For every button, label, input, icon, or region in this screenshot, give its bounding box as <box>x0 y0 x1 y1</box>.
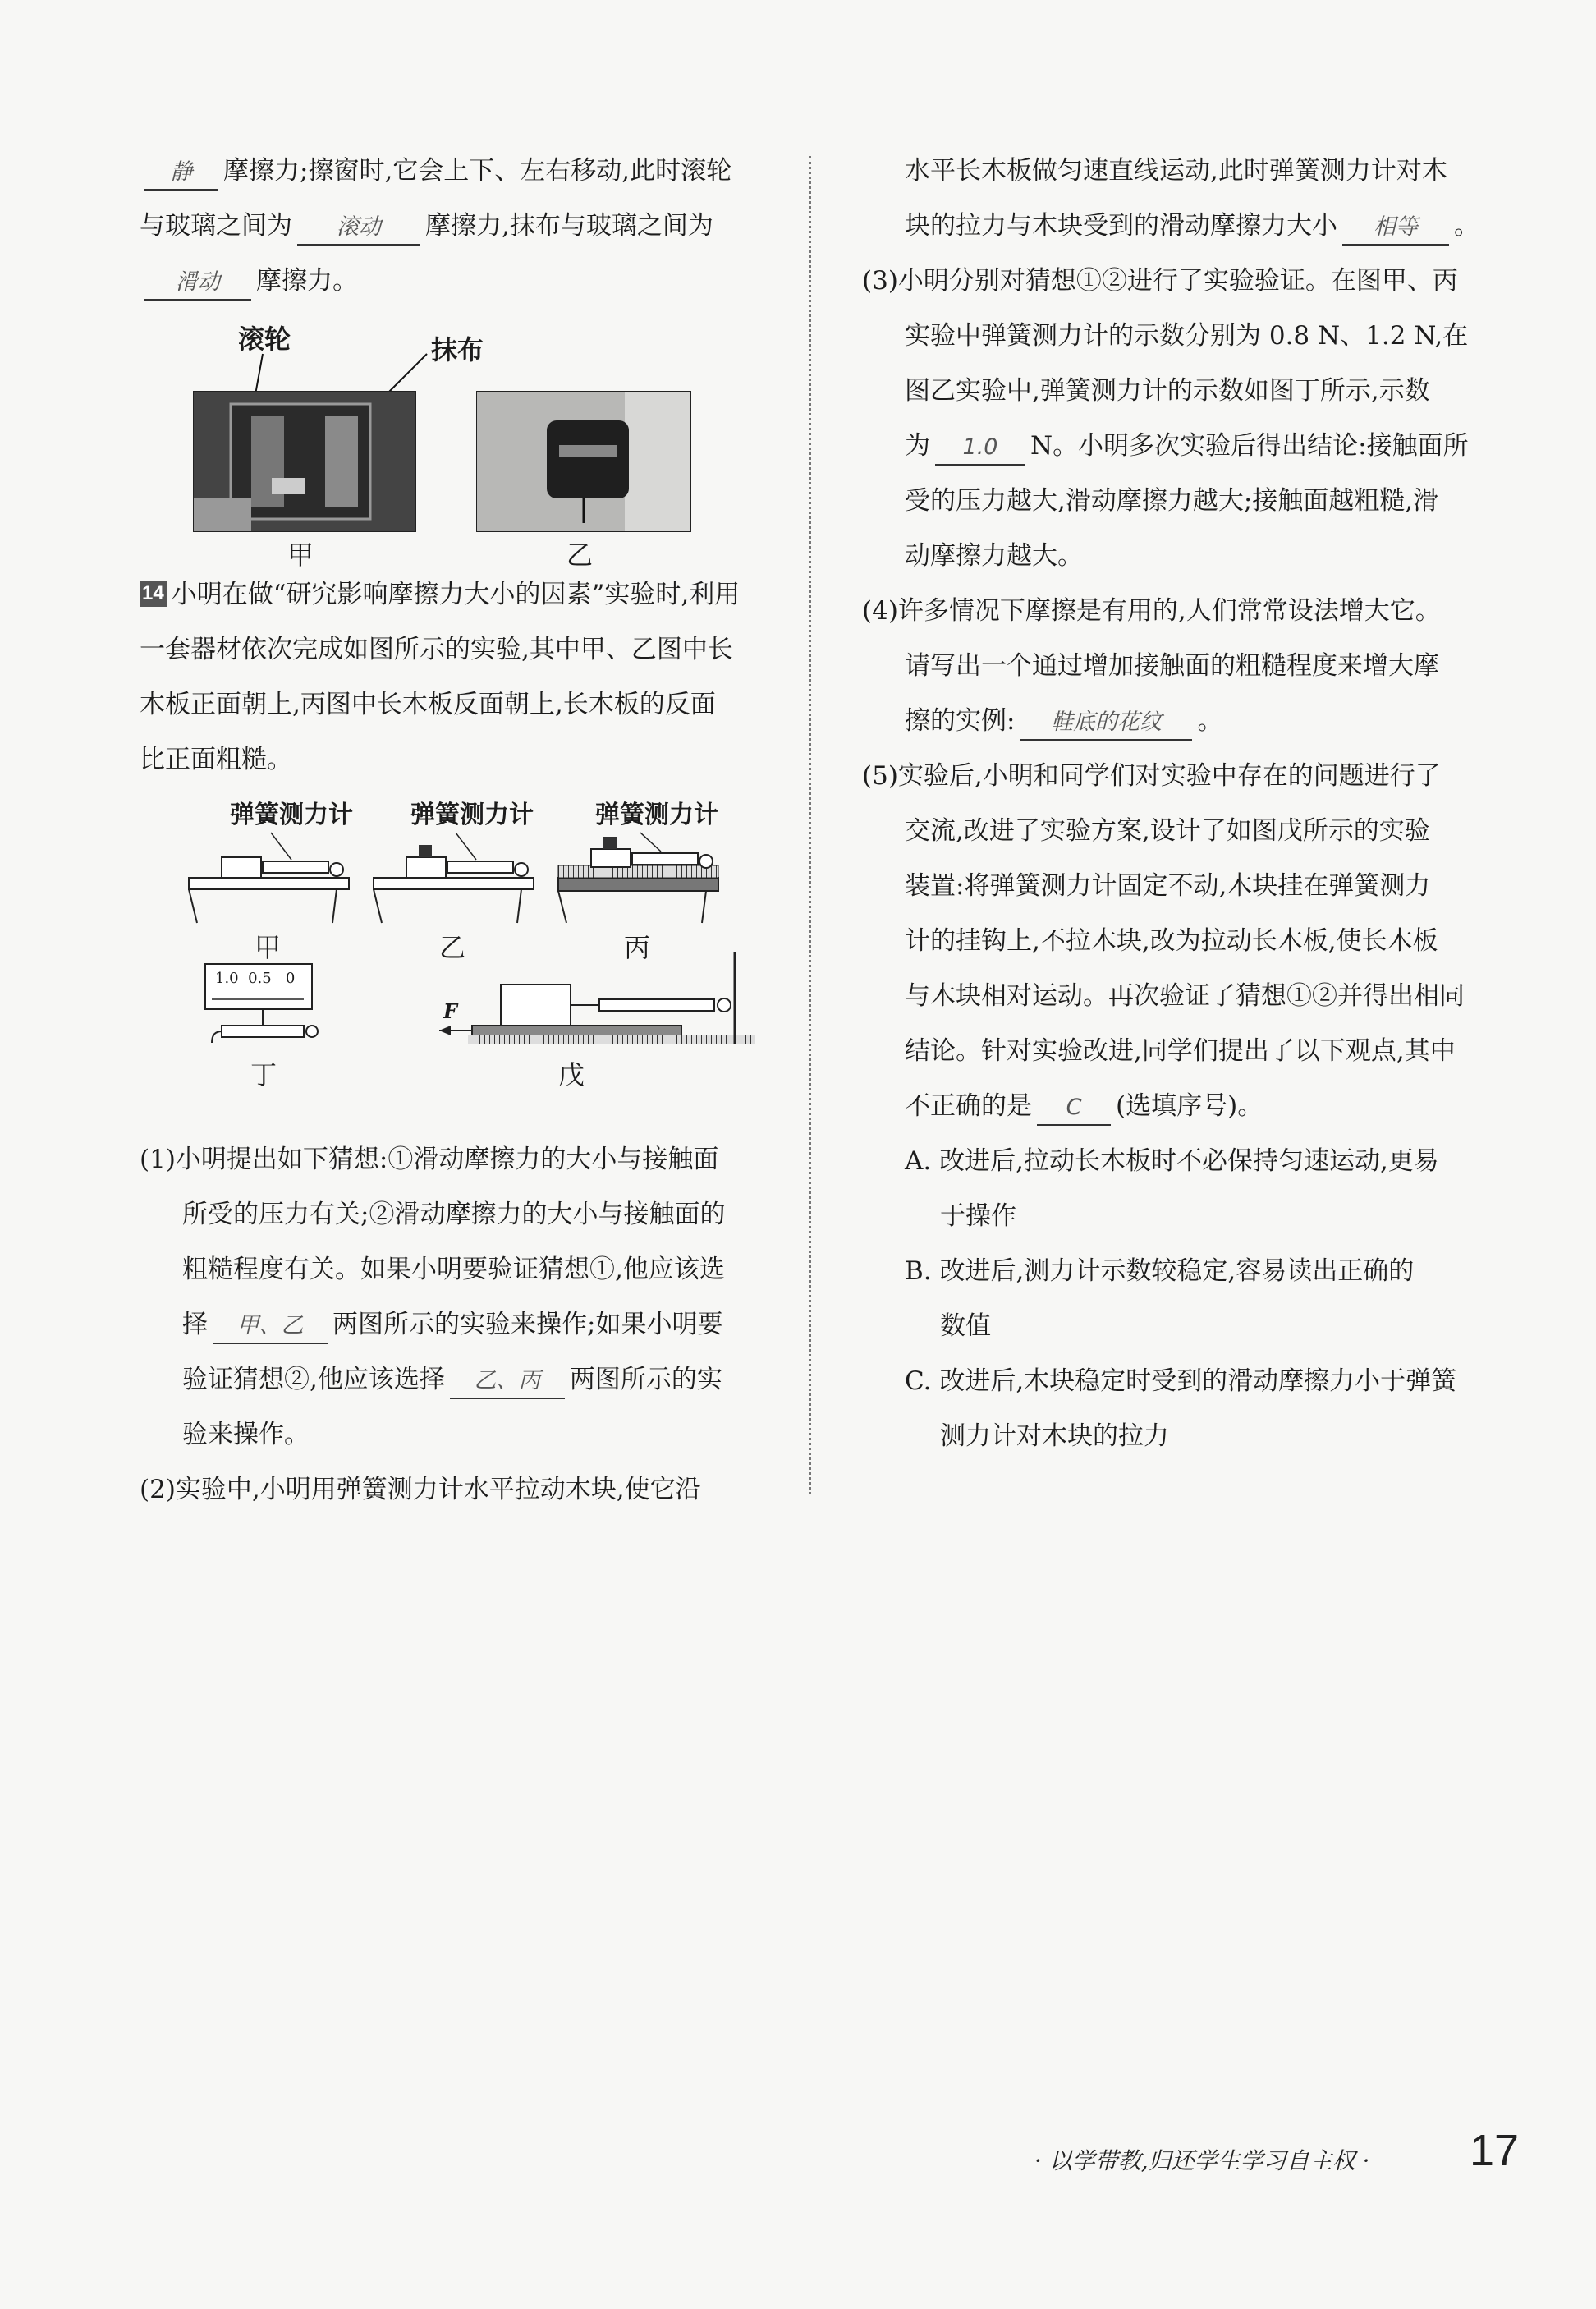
setup-yi <box>374 833 534 923</box>
text: 。 <box>1454 211 1479 241</box>
label-roller: 滚轮 <box>238 324 291 355</box>
text: 块的拉力与木块受到的滑动摩擦力大小 <box>905 211 1337 241</box>
label-cloth: 抹布 <box>431 334 484 365</box>
part5-line-3: 装置:将弹簧测力计固定不动,木块挂在弹簧测力 <box>905 871 1431 901</box>
column-divider <box>809 156 811 1494</box>
q14-line-1 <box>140 567 788 622</box>
label-spring-2: 弹簧测力计 <box>410 801 534 829</box>
text: (选填序号)。 <box>1116 1091 1264 1121</box>
photo-jia-image <box>194 392 415 531</box>
text: 擦的实例: <box>905 706 1016 736</box>
q14-line-2: 一套器材依次完成如图所示的实验,其中甲、乙图中长 <box>140 635 733 664</box>
part2-line-2: 水平长木板做匀速直线运动,此时弹簧测力计对木 <box>905 156 1447 186</box>
text: 验证猜想②,他应该选择 <box>182 1365 445 1394</box>
answer-equal: 相等 <box>1342 211 1449 246</box>
part3-line-6: 动摩擦力越大。 <box>905 541 1083 571</box>
text: 。 <box>1197 706 1223 736</box>
part4-line-3 <box>862 694 1515 749</box>
answer-yi-bing: 乙、丙 <box>450 1365 565 1399</box>
answer-sliding: 滑动 <box>144 266 251 301</box>
label-photo-jia: 甲 <box>287 539 314 571</box>
text: 与玻璃之间为 <box>140 211 292 241</box>
answer-choice: C <box>1037 1091 1111 1126</box>
label-spring-3: 弹簧测力计 <box>595 801 718 829</box>
part5-line-2: 交流,改进了实验方案,设计了如图戊所示的实验 <box>905 816 1430 846</box>
option-a-line-2: 于操作 <box>940 1201 1016 1231</box>
label-exp-ding: 丁 <box>250 1059 277 1090</box>
option-b-line-1: B. 改进后,测力计示数较稳定,容易读出正确的 <box>905 1256 1415 1286</box>
part1-line-2: 所受的压力有关;②滑动摩擦力的大小与接触面的 <box>182 1200 726 1229</box>
part1-line-6: 验来操作。 <box>182 1420 310 1449</box>
part3-line-2: 实验中弹簧测力计的示数分别为 0.8 N、1.2 N,在 <box>905 321 1469 351</box>
window-cleaner-photos <box>140 309 788 571</box>
intro-line-2 <box>140 199 788 254</box>
page-number: 17 <box>1470 2126 1520 2175</box>
q14-line-4: 比正面粗糙。 <box>140 745 292 774</box>
part1-line-5 <box>140 1352 788 1407</box>
part1-line-3: 粗糙程度有关。如果小明要验证猜想①,他应该选 <box>182 1255 725 1284</box>
setup-bing <box>558 833 718 923</box>
part5-line-1: (5)实验后,小明和同学们对实验中存在的问题进行了 <box>862 761 1441 791</box>
part4-line-2: 请写出一个通过增加接触面的粗糙程度来增大摩 <box>905 651 1439 681</box>
label-exp-yi: 乙 <box>439 932 466 963</box>
label-force-f: F <box>443 999 458 1023</box>
text: N。小明多次实验后得出结论:接触面所 <box>1030 431 1469 461</box>
photo-jia <box>193 391 416 532</box>
text: 小明在做“研究影响摩擦力大小的因素”实验时,利用 <box>171 580 741 609</box>
q14-line-3: 木板正面朝上,丙图中长木板反面朝上,长木板的反面 <box>140 690 716 719</box>
intro-line-1 <box>140 144 788 199</box>
part1-line-4 <box>140 1297 788 1352</box>
text: 摩擦力;擦窗时,它会上下、左右移动,此时滚轮 <box>223 156 732 186</box>
answer-example: 鞋底的花纹 <box>1020 706 1192 741</box>
photo-yi <box>476 391 691 532</box>
answer-rolling: 滚动 <box>297 211 420 246</box>
label-spring-1: 弹簧测力计 <box>230 801 353 829</box>
photo-yi-image <box>477 392 690 531</box>
option-c-line-2: 测力计对木块的拉力 <box>940 1421 1169 1451</box>
setup-jia <box>189 833 349 923</box>
question-number: 14 <box>140 581 167 607</box>
text: 不正确的是 <box>905 1091 1032 1121</box>
part3-line-5: 受的压力越大,滑动摩擦力越大;接触面越粗糙,滑 <box>905 486 1439 516</box>
part5-line-4: 计的挂钩上,不拉木块,改为拉动长木板,使长木板 <box>905 926 1438 956</box>
footer-motto: · 以学带教,归还学生学习自主权 · <box>1034 2147 1370 2174</box>
part2-line-3 <box>862 199 1515 254</box>
answer-jia-yi: 甲、乙 <box>213 1310 328 1344</box>
setup-wu <box>439 952 755 1044</box>
part3-line-3: 图乙实验中,弹簧测力计的示数如图丁所示,示数 <box>905 376 1430 406</box>
left-column <box>140 144 788 1517</box>
label-exp-wu: 戊 <box>558 1059 585 1090</box>
part5-line-5: 与木块相对运动。再次验证了猜想①②并得出相同 <box>905 981 1465 1011</box>
part5-line-6: 结论。针对实验改进,同学们提出了以下观点,其中 <box>905 1036 1456 1066</box>
text: 为 <box>905 431 930 461</box>
answer-static: 静 <box>144 156 218 191</box>
text: 摩擦力。 <box>256 266 358 296</box>
text: 两图所示的实验来操作;如果小明要 <box>332 1310 723 1339</box>
label-exp-bing: 丙 <box>624 932 651 963</box>
option-c-line-1: C. 改进后,木块稳定时受到的滑动摩擦力小于弹簧 <box>905 1366 1457 1396</box>
part4-line-1: (4)许多情况下摩擦是有用的,人们常常设法增大它。 <box>862 596 1441 626</box>
label-exp-jia: 甲 <box>255 932 282 963</box>
intro-line-3 <box>140 254 788 309</box>
text: 摩擦力,抹布与玻璃之间为 <box>425 211 713 241</box>
part5-line-7 <box>862 1079 1515 1134</box>
part3-line-1: (3)小明分别对猜想①②进行了实验验证。在图甲、丙 <box>862 266 1458 296</box>
part2-line-1: (2)实验中,小明用弹簧测力计水平拉动木块,使它沿 <box>140 1475 701 1504</box>
option-b-line-2: 数值 <box>940 1311 991 1341</box>
scale-tick-labels: 1.0 0.5 0 <box>215 970 296 987</box>
part3-line-4 <box>862 419 1515 474</box>
option-a-line-1: A. 改进后,拉动长木板时不必保持匀速运动,更易 <box>905 1146 1439 1176</box>
label-photo-yi: 乙 <box>566 539 594 571</box>
experiment-figures <box>140 787 788 1132</box>
answer-force-value: 1.0 <box>935 431 1025 466</box>
text: 择 <box>182 1310 208 1339</box>
text: 两图所示的实 <box>569 1365 722 1394</box>
right-column <box>862 144 1515 1464</box>
part1-line-1: (1)小明提出如下猜想:①滑动摩擦力的大小与接触面 <box>140 1145 719 1174</box>
